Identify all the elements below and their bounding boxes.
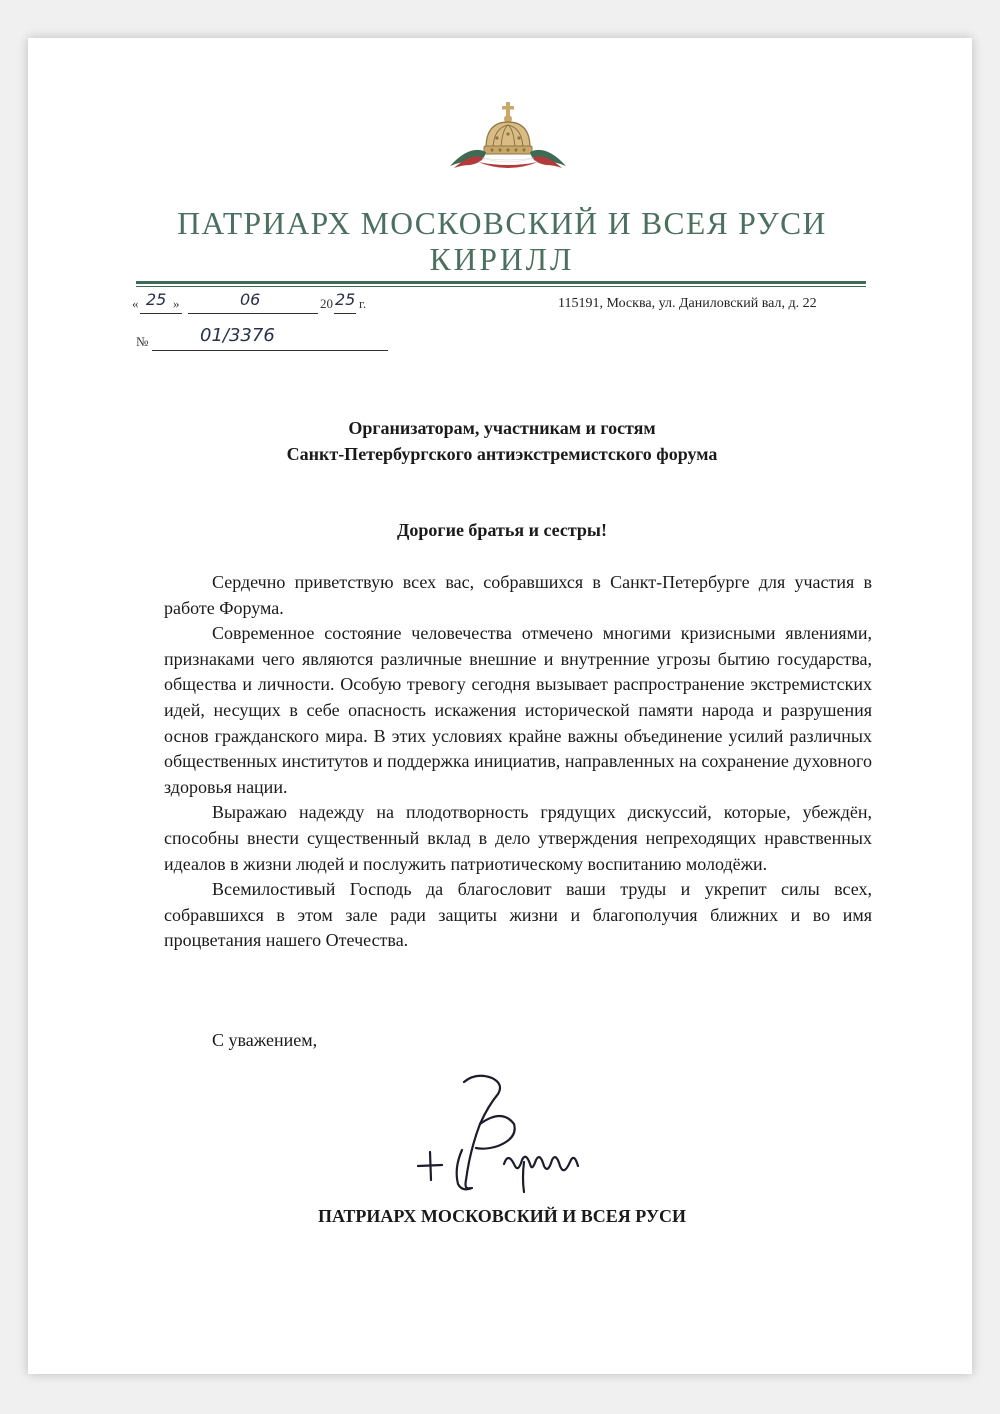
signatory-title: ПАТРИАРХ МОСКОВСКИЙ И ВСЕЯ РУСИ: [317, 1206, 687, 1226]
date-quote-close: »: [173, 296, 180, 311]
date-month: 06: [240, 290, 261, 309]
date-quote-open: «: [132, 296, 139, 311]
number-label: №: [136, 334, 149, 349]
recipient-line-1: Организаторам, участникам и гостям: [348, 418, 656, 438]
letter-body: [164, 570, 872, 954]
recipient-line-2: Санкт-Петербургского антиэкстремистского форума: [286, 444, 718, 464]
letterhead-title: ПАТРИАРХ МОСКОВСКИЙ И ВСЕЯ РУСИ: [177, 206, 827, 241]
letterhead-rule: [136, 281, 866, 284]
address: 115191, Москва, ул. Даниловский вал, д. 22: [558, 296, 817, 311]
paragraph: Всемилостивый Господь да благословит ваши труды и укрепит силы всех, собравшихся в этом зале ради защиты жизни и благополучия ближних и во имя процветания нашего Отечества.: [164, 879, 872, 951]
number-underline: [152, 350, 388, 351]
date-year-abbrev: г.: [359, 296, 367, 311]
paragraph: Выражаю надежду на плодотворность грядущих дискуссий, которые, убеждён, способны внести существенный вклад в дело утверждения непреходящих нравственных идеалов в жизни людей и послужить патриотическому воспитанию молодёжи.: [164, 802, 872, 874]
letter-page: [28, 38, 972, 1374]
paragraph: Современное состояние человечества отмечено многими кризисными явлениями, признаками чего являются различные внешние и внутренние угрозы бытию государства, общества и личности. Особую тревогу сегодня вызывает распространение экстремистских идей, несущих в себе опасность искажения исторической памяти народа и разрушения основ гражданского мира. В этих условиях крайне важны объединение усилий различных общественных институтов и поддержка инициатив, направленных на сохранение духовного здоровья нации.: [164, 623, 872, 797]
date-month-underline: [188, 313, 318, 314]
patriarchal-crown-emblem-icon: [448, 100, 568, 174]
greeting: Дорогие братья и сестры!: [397, 520, 607, 540]
letterhead-name: КИРИЛЛ: [429, 242, 575, 277]
document-number: 01/3376: [200, 325, 275, 346]
date-day: 25: [146, 290, 167, 309]
date-year-underline: [334, 313, 356, 314]
closing: С уважением,: [212, 1030, 318, 1050]
date-year-prefix: 20: [320, 296, 333, 311]
letterhead-rule-thin: [136, 286, 866, 287]
handwritten-signature-icon: [406, 1068, 606, 1198]
date-year-suffix: 25: [335, 290, 356, 309]
date-day-underline: [140, 313, 182, 314]
paragraph: Сердечно приветствую всех вас, собравшихся в Санкт-Петербурге для участия в работе Форума.: [164, 572, 872, 618]
